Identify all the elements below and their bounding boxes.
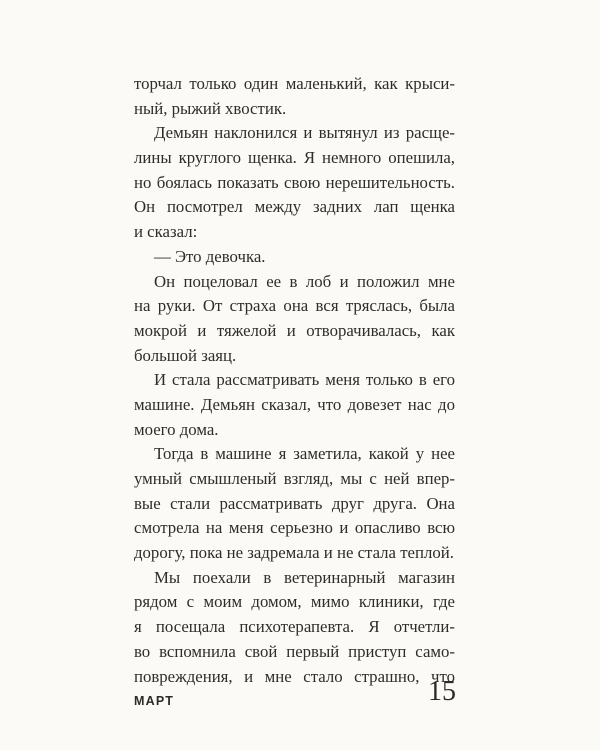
text-line: Он посмотрел между задних лап щенка [134,197,455,217]
text-line: дорогу, пока не задремала и не стала теплой. [134,543,454,563]
text-line: Мы поехали в ветеринарный магазин [154,567,455,587]
text-line: лины круглого щенка. Я немного опешила, [134,148,455,168]
text-line: И стала рассматривать меня только в его [154,370,455,390]
text-line: на руки. От страха она вся тряслась, была [134,296,455,316]
text-line: во вспомнила свой первый приступ само- [134,641,455,661]
text-line: торчал только один маленький, как крыси- [134,74,455,93]
text-line: — Это девочка. [154,246,266,266]
text-line: ный, рыжий хвостик. [134,98,287,118]
text-line: но боялась показать свою нерешительность. [134,172,455,192]
text-line: машине. Демьян сказал, что довезет нас до [134,394,455,414]
page-body-text [134,72,455,689]
running-footer-section-title: МАРТ [134,694,175,708]
text-line: моего дома. [134,419,219,439]
text-line: повреждения, и мне стало страшно, что [134,666,455,686]
text-line: умный смышленый взгляд, мы с ней впер- [134,469,455,488]
text-line: я посещала психотерапевта. Я отчетли- [134,617,455,637]
text-line: рядом с моим домом, мимо клиники, где [134,592,455,612]
text-line: большой заяц. [134,345,237,365]
page-number: 15 [428,676,456,707]
text-line: и сказал: [134,222,198,242]
text-line: Тогда в машине я заметила, какой у нее [154,444,455,464]
text-line: мокрой и тяжелой и отворачивалась, как [134,320,455,340]
text-line: вые стали рассматривать друг друга. Она [134,493,455,513]
text-line: Он поцеловал ее в лоб и положил мне [154,271,455,291]
text-line: Демьян наклонился и вытянул из расще- [154,123,455,143]
text-line: смотрела на меня серьезно и опасливо всю [134,518,455,538]
